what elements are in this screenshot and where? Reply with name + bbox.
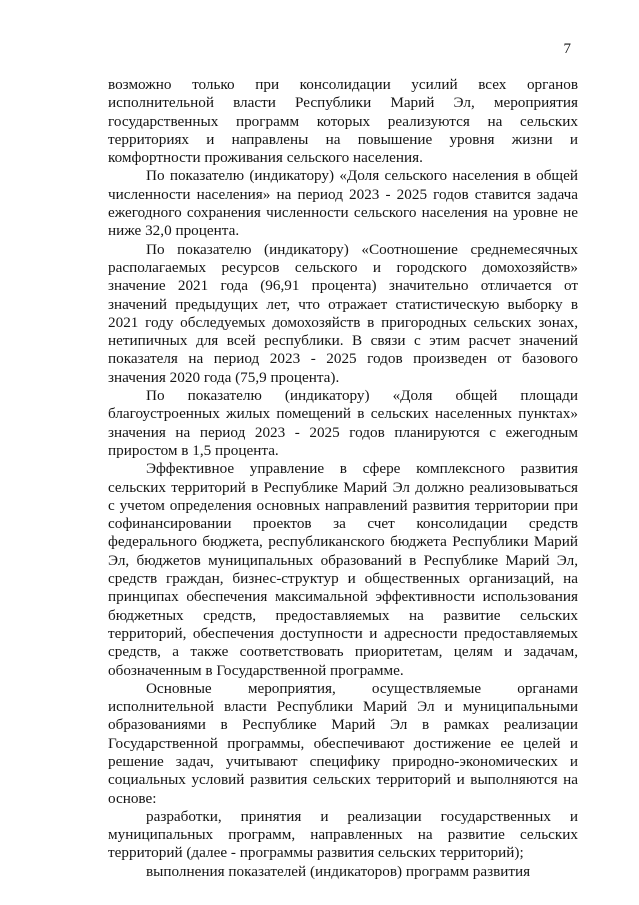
paragraph-main-activities: Основные мероприятия, осуществляемые органами исполнительной власти Республики Марий Эл и муниципальными образованиями в Республике Марий Эл в рамках реализации Государственной программы, обеспечивают достижение ее целей и решение задач, учитывают специфику природно-экономических и социальных условий развития сельских территорий и выполняются на основе: <box>108 679 578 807</box>
paragraph-list-item-indicators: выполнения показателей (индикаторов) программ развития <box>146 862 531 880</box>
paragraph-effective-management: Эффективное управление в сфере комплексного развития сельских территорий в Республике Марий Эл должно реализовываться с учетом определения основных направлений развития территории при софинансировании проектов за счет консолидации средств федерального бюджета, республиканского бюджета Республики Марий Эл, бюджетов муниципальных образований в Республике Марий Эл, средств граждан, бизнес-структур и общественных организаций, на принципах обеспечения максимальной эффективности использования бюджетных средств, предоставляемых на развитие сельских территорий, обеспечения доступности и адресности предоставляемых средств, а также соответствовать приоритетам, целям и задачам, обозначенным в Государственной программе. <box>108 460 578 679</box>
document-body <box>108 76 578 881</box>
paragraph-continuation: возможно только при консолидации усилий всех органов исполнительной власти Республики Марий Эл, мероприятия государственных программ которых реализуются на сельских территориях и направлены на повышение уровня жизни и комфортности проживания сельского населения. <box>108 76 578 167</box>
paragraph-list-item-programs: разработки, принятия и реализации государственных и муниципальных программ, направленных на развитие сельских территорий (далее - программы развития сельских территорий); <box>108 807 578 862</box>
paragraph-household-resources-ratio: По показателю (индикатору) «Соотношение среднемесячных располагаемых ресурсов сельского и городского домохозяйств» значение 2021 года (96,91 процента) значительно отличается от значений предыдущих лет, что отражает статистическую выборку в 2021 году обследуемых домохозяйств в пригородных сельских зонах, нетипичных для всей республики. В связи с этим расчет значений показателя на период 2023 - 2025 годов произведен от базового значения 2020 года (75,9 процента). <box>108 240 578 386</box>
paragraph-housing-area-share: По показателю (индикатору) «Доля общей площади благоустроенных жилых помещений в сельских населенных пунктах» значения на период 2023 - 2025 годов планируются с ежегодным приростом в 1,5 процента. <box>108 387 578 459</box>
page-number: 7 <box>563 41 571 57</box>
paragraph-rural-population-share: По показателю (индикатору) «Доля сельского населения в общей численности населения» на период 2023 - 2025 годов ставится задача ежегодного сохранения численности сельского населения на уровне не ниже 32,0 процента. <box>108 167 578 240</box>
